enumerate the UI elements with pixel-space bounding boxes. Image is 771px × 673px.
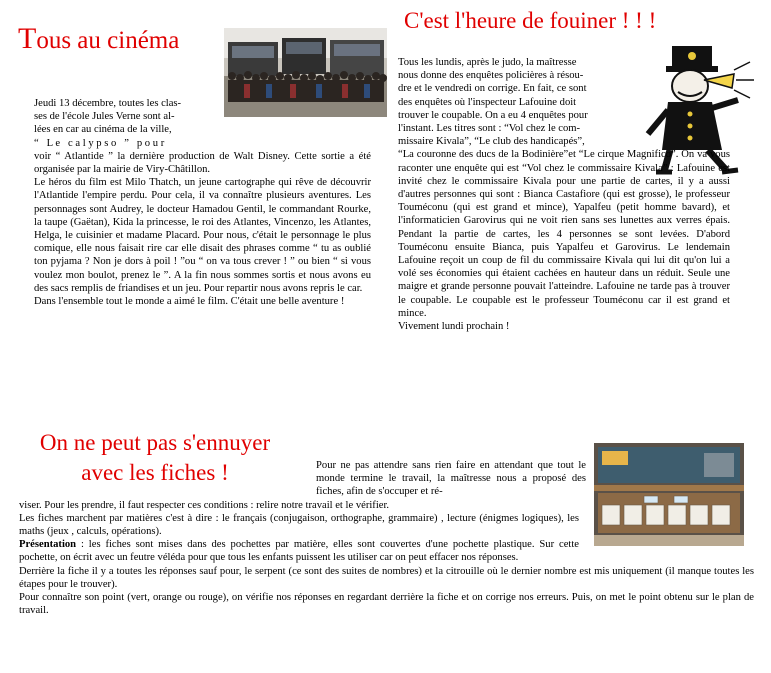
fouiner-line-6: l'instant. Les titres sont : “Vol chez le com- bbox=[398, 123, 581, 135]
fiches-paragraph-reponses: Derrière la fiche il y a toutes les réponses sauf pour, le serpent (ce sont des suites de nombres) et la citrouille où le dernier nombre est mis uniquement (il manque toutes les étapes pour le trouver). bbox=[19, 565, 754, 590]
fouiner-article bbox=[398, 56, 730, 333]
fouiner-line-4: des enquêtes où l'inspecteur Lafouine doit bbox=[398, 96, 577, 108]
fouiner-line-2: nous donne des enquêtes policières à résou- bbox=[398, 70, 584, 82]
cinema-line-2: ses de l'école Jules Verne sont al- bbox=[34, 111, 175, 123]
fiches-paragraph-matieres: Les fiches marchent par matières c'est à dire : le français (conjugaison, orthographe, grammaire) , lecture (énigmes logiques), les maths (jeux , calculs, opérations). bbox=[19, 512, 579, 538]
fouiner-line-3: dre et le vendredi on corrige. En fait, ce sont bbox=[398, 83, 587, 95]
cinema-title-rest: ous au cinéma bbox=[36, 27, 180, 54]
fiches-title-line-1: On ne peut pas s'ennuyer bbox=[39, 430, 271, 455]
cinema-paragraph-sortie: voir “ Atlantide ” la dernière production de Walt Disney. Cette sortie a été organisée par la mairie de Viry-Châtillon. bbox=[34, 150, 371, 176]
fouiner-line-7: missaire Kivala”, “Le club des handicapés”, bbox=[398, 136, 585, 148]
cinema-title bbox=[18, 22, 179, 56]
fouiner-line-1: Tous les lundis, après le judo, la maîtresse bbox=[398, 57, 577, 68]
cinema-line-4: “ L e c a l y p s o ” p o u r bbox=[34, 137, 165, 149]
presentation-label: Présentation bbox=[19, 539, 77, 551]
fiches-intro: Pour ne pas attendre sans rien faire en attendant que tout le monde termine le travail, la maîtresse nous a proposé des fiches, afin de s'occuper et ré- bbox=[316, 460, 586, 498]
fiches-paragraph-point: Pour connaître son point (vert, orange ou rouge), on vérifie nos réponses en regardant derrière la fiche et on corrige nos erreurs. Puis, on met le point obtenu sur le plan de travail. bbox=[19, 592, 754, 617]
fouiner-closing: Vivement lundi prochain ! bbox=[398, 321, 510, 333]
fiches-paragraph-presentation bbox=[19, 538, 579, 564]
cinema-line-1: Jeudi 13 décembre, toutes les clas- bbox=[34, 98, 182, 109]
fouiner-title: C'est l'heure de fouiner ! ! ! bbox=[404, 8, 657, 33]
fouiner-line-5: trouver le coupable. On a eu 4 enquêtes pour bbox=[398, 109, 588, 121]
fouiner-body: “La couronne des ducs de la Bodinière”et “Le cirque Magnifico”. On va vous raconter une enquête qui est “Vol chez le commissaire Kivala” : Lafouine est invité chez le commissaire Kivala pour une partie de cartes, il y a aussi d'autres personnes qui sont : Bianca Castafiore (qui est grosse), le professeur Touméconu (qui est grand et mince), Yapalfeu (petit homme bavard), et l'informaticien Garovirus qui ne voit rien sans ses lunettes aux verres épais. Pendant la partie de cartes, les 4 personnes se sont levées. D'abord Touméconu ensuite Bianca, puis Yapalfeu et Garovirus. Le lendemain Lafouine reçoit un coup de fil du commissaire Kivala qui lui dit qu'on lui a volé ses économies qui étaient cachées en hauteur dans un réduit. Seule une maigre et grande personne pouvait l'atteindre. Lafouine ne tarde pas à trouver le coupable. Le coupable est le professeur Touméconu car il est grand et mince. bbox=[398, 149, 730, 319]
cinema-title-initial: T bbox=[18, 22, 37, 55]
cinema-line-3: lées en car au cinéma de la ville, bbox=[34, 124, 172, 136]
presentation-text: : les fiches sont mises dans des pochettes par matière, elles sont couvertes d'une pochette plastique. Sur cette pochette, on écrit avec un feutre véléda pour que tous les enfants puissent les utiliser car on peut effacer nos réponses. bbox=[19, 539, 579, 564]
fiches-article bbox=[19, 459, 754, 617]
fiches-paragraph-conditions: viser. Pour les prendre, il faut respecter ces conditions : relire notre travail et le vérifier. bbox=[19, 499, 390, 511]
cinema-article bbox=[34, 97, 371, 308]
cinema-paragraph-heros: Le héros du film est Milo Thatch, un jeune cartographe qui rêve de découvrir l'Atlantide l'empire perdu. Pour cela, il va connaître plusieurs aventures. Les personnages sont Audrey, le docteur Hamadou Gentil, le commandant Rourke, la taupe (Gaëtan), Kida la princesse, le roi des Atlantes, Vincenzo, les Atlantes, Helga, le cuisinier et madame Placard. Pour nous, c'était le personnage le plus comique, elle nous faisait rire car elle disait des phrases comme “ tu as oublié ton pyjama ? Non je dors à poil ! ”ou “ on va tous crever ! ” ou bien “ si vous voulez mon boulot, prenez le ”. A la fin nous sommes sortis et nous avons eu des sacs remplis de friandises et un jeu. Pour repartir nous avons repris le car. bbox=[34, 177, 371, 294]
fiches-title-line-2: avec les fiches ! bbox=[81, 460, 229, 485]
cinema-paragraph-conclusion: Dans l'ensemble tout le monde a aimé le film. C'était une belle aventure ! bbox=[34, 296, 345, 308]
